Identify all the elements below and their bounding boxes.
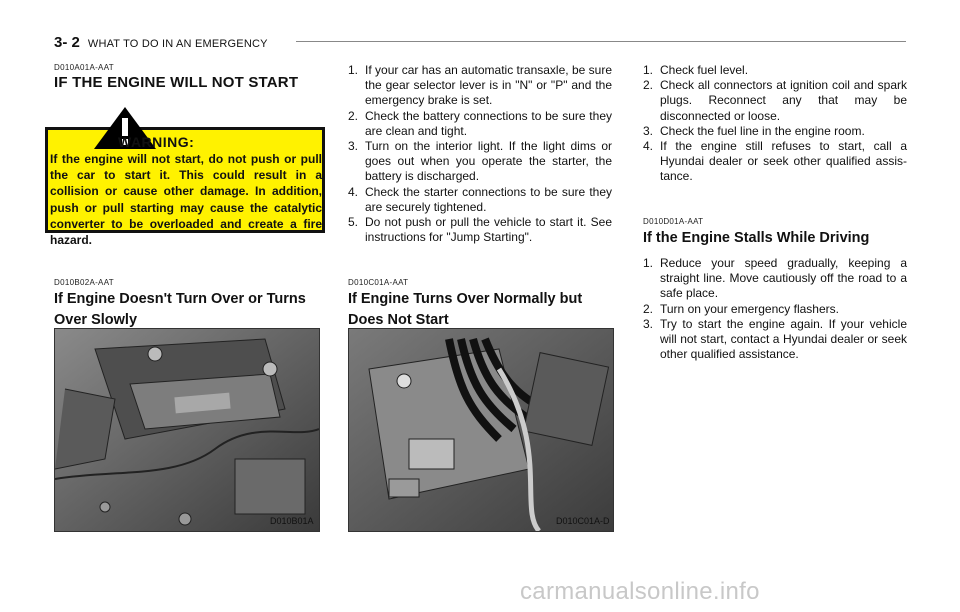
section-title: WHAT TO DO IN AN EMERGENCY	[87, 38, 268, 50]
engine-illustration	[349, 329, 613, 531]
subsection-code: D010C01A-AAT	[348, 278, 409, 287]
list-item: 3. Turn on the interior light. If the light dims or goes out when you operate the starter, the battery is discharged.	[348, 139, 612, 184]
photo-label: D010C01A-D	[556, 516, 610, 526]
spark-plug-photo	[348, 328, 614, 532]
subsection-heading: If the Engine Stalls While Driving	[643, 230, 870, 246]
warning-box	[45, 127, 325, 248]
list-item: 2. Turn on your emergency flashers.	[643, 301, 839, 316]
photo-label: D010B01A	[270, 516, 314, 526]
list-item: 3. Check the fuel line in the engine room.	[643, 123, 865, 138]
page-number: 3- 2	[54, 34, 80, 51]
list-item: 1. Check fuel level.	[643, 63, 749, 77]
page-header	[54, 34, 268, 51]
section-code: D010A01A-AAT	[54, 63, 114, 72]
subsection-code: D010D01A-AAT	[643, 217, 704, 226]
list-item: 2. Check the battery connections to be sure they are clean and tight.	[348, 108, 612, 138]
header-rule	[296, 41, 906, 42]
subsection-code: D010B02A-AAT	[54, 278, 114, 287]
warning-text: If the engine will not start, do not push or pull the car to start it. This could result in a collision or cause other damage. In addition, push or pull starting may cause the catalytic converter to be overloaded and create a fire hazard.	[50, 152, 322, 248]
steps-list-2	[643, 256, 907, 362]
list-item: 4. If the engine still refuses to start, call a Hyundai dealer or seek other qualified assis-tance.	[643, 139, 907, 184]
list-item: 5. Do not push or pull the vehicle to start it. See instructions for "Jump Starting".	[348, 215, 612, 245]
battery-photo	[54, 328, 320, 532]
list-item: 2. Check all connectors at ignition coil and spark plugs. Reconnect any that may be disconnected or loose.	[643, 78, 907, 123]
section-heading: IF THE ENGINE WILL NOT START	[54, 74, 299, 91]
subsection-heading: If Engine Turns Over Normally but Does Not Start	[348, 291, 583, 328]
steps-list	[348, 63, 612, 245]
list-item: 1. If your car has an automatic transaxle, be sure the gear selector lever is in "N" or "P" and the emergency brake is set.	[348, 63, 612, 108]
watermark: carmanualsonline.info	[520, 578, 760, 605]
list-item: 4. Check the starter connections to be sure they are securely tightened.	[348, 184, 612, 214]
battery-illustration	[55, 329, 319, 531]
steps-list	[643, 63, 907, 185]
subsection-heading: If Engine Doesn't Turn Over or Turns Over Slowly	[54, 291, 306, 328]
list-item: 3. Try to start the engine again. If your vehicle will not start, contact a Hyundai dealer or seek other qualified assistance.	[643, 316, 907, 362]
list-item: 1. Reduce your speed gradually, keeping a straight line. Move cautiously off the road to a safe place.	[643, 256, 907, 301]
warning-title: WARNING:	[118, 134, 195, 150]
